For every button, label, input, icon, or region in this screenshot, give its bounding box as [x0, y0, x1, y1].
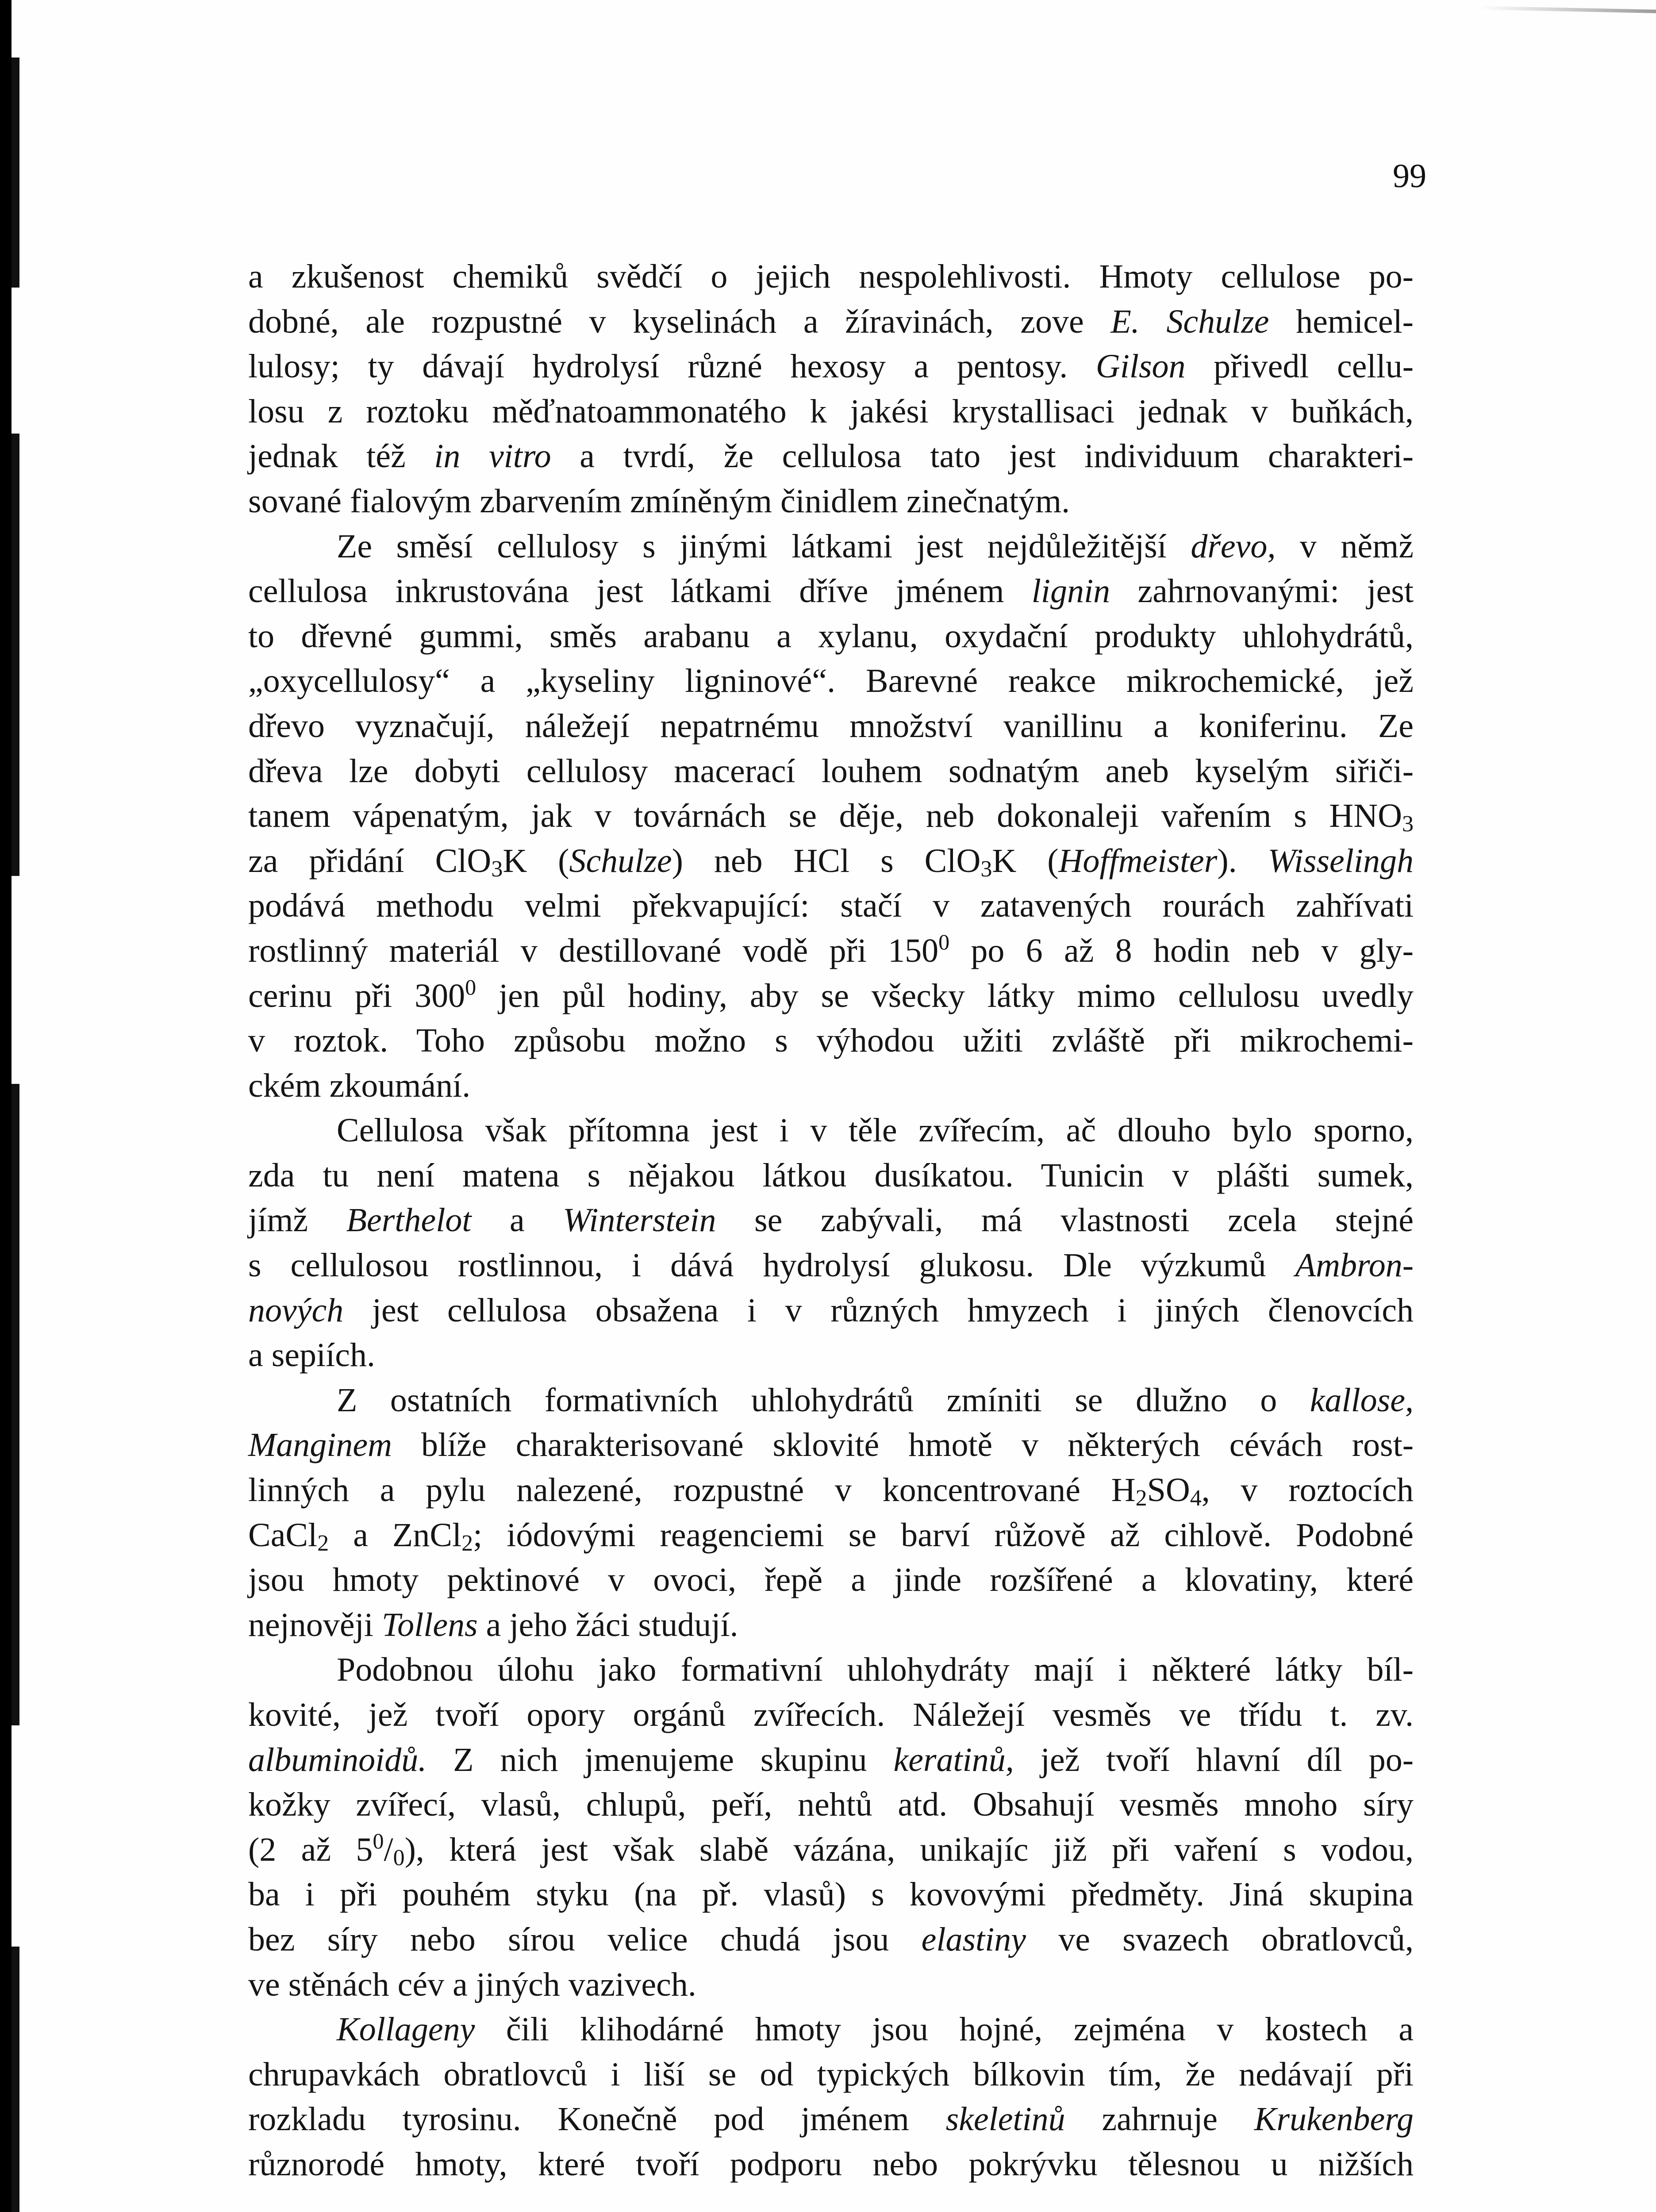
text-line: ckém zkoumání. [248, 1067, 471, 1104]
text-line: nejnověji Tollens a jeho žáci studují. [248, 1606, 738, 1644]
scan-edge [1480, 6, 1656, 14]
text-line: rostlinný materiál v destillované vodě při $150^0$ po 6 až 8 hodin neb v gly- [248, 929, 1414, 969]
text-line: a sepiích. [248, 1336, 376, 1374]
text-line: dobné, ale rozpustné v kyselinách a žíravinách, zove E. Schulze hemicel- [248, 303, 1414, 340]
text-line: zda tu není matena s nějakou látkou dusíkatou. Tunicin v plášti sumek, [248, 1156, 1414, 1194]
text-line: podává methodu velmi překvapující: stačí v zatavených rourách zahřívati [248, 887, 1414, 925]
text-line: v roztok. Toho způsobu možno s výhodou užiti zvláště při mikrochemi- [248, 1022, 1414, 1060]
text-line: nových jest cellulosa obsažena i v různých hmyzech i jiných členovcích [248, 1291, 1414, 1329]
text-line: ve stěnách cév a jiných vazivech. [248, 1966, 696, 2003]
text-line: sované fialovým zbarvením zmíněným činidlem zinečnatým. [248, 482, 1070, 520]
text-line: kovité, jež tvoří opory orgánů zvířecích. Náležejí vesměs ve třídu t. zv. [248, 1696, 1414, 1733]
text-line: lulosy; ty dávají hydrolysí různé hexosy a pentosy. Gilson přivedl cellu- [248, 348, 1414, 385]
text-line: CaCl$_2$ a ZnCl$_2$; iódovými reagenciemi se barví růžově až cihlově. Podobné [248, 1516, 1414, 1556]
text-line: cerinu při $300^0$ jen půl hodiny, aby se všecky látky mimo cellulosu uvedly [248, 974, 1414, 1014]
text-line: to dřevné gummi, směs arabanu a xylanu, oxydační produkty uhlohydrátů, [248, 617, 1414, 655]
text-line: chrupavkách obratlovců i liší se od typických bílkovin tím, že nedávají při [248, 2055, 1414, 2093]
text-line: jímž Berthelot a Winterstein se zabývali, má vlastnosti zcela stejné [248, 1202, 1414, 1239]
text-line: Ze směsí cellulosy s jinými látkami jest nejdůležitější dřevo, v němž [337, 527, 1414, 565]
text-line: dřevo vyznačují, náležejí nepatrnému množství vanillinu a koniferinu. Ze [248, 707, 1414, 745]
text-line: (2 až $5^0/_0$), která jest však slabě vázána, unikajíc již při vaření s vodou, [248, 1828, 1414, 1870]
text-line: Cellulosa však přítomna jest i v těle zvířecím, ač dlouho bylo sporno, [337, 1112, 1414, 1149]
binding-mark [12, 434, 19, 876]
text-line: jsou hmoty pektinové v ovoci, řepě a jinde rozšířené a klovatiny, které [248, 1561, 1414, 1599]
text-line: cellulosa inkrustována jest látkami dříve jménem lignin zahrnovanými: jest [248, 572, 1414, 610]
text-line: albuminoidů. Z nich jmenujeme skupinu keratinů, jež tvoří hlavní díl po- [248, 1741, 1414, 1778]
text-line: ba i při pouhém styku (na př. vlasů) s kovovými předměty. Jiná skupina [248, 1876, 1414, 1913]
page-number: 99 [1393, 157, 1426, 195]
text-line: Manginem blíže charakterisované sklovité hmotě v některých cévách rost- [248, 1426, 1414, 1464]
text-line: Podobnou úlohu jako formativní uhlohydráty mají i některé látky bíl- [337, 1651, 1414, 1689]
text-line: losu z roztoku měďnatoammonatého k jakési krystallisaci jednak v buňkách, [248, 392, 1414, 430]
text-line: rozkladu tyrosinu. Konečně pod jménem skeletinů zahrnuje Krukenberg [248, 2101, 1414, 2138]
book-page [12, 0, 1656, 2212]
binding-mark [12, 58, 19, 288]
text-line: jednak též in vitro a tvrdí, že cellulosa tato jest individuum charakteri- [248, 438, 1414, 475]
text-line: „oxycellulosy“ a „kyseliny ligninové“. Barevné reakce mikrochemické, jež [248, 662, 1414, 700]
binding-mark [12, 1947, 19, 2212]
text-line: Z ostatních formativních uhlohydrátů zmíniti se dlužno o kallose, [337, 1381, 1414, 1419]
text-line: různorodé hmoty, které tvoří podporu nebo pokrývku tělesnou u nižších [248, 2145, 1414, 2183]
text-line: kožky zvířecí, vlasů, chlupů, peří, nehtů atd. Obsahují vesměs mnoho síry [248, 1786, 1414, 1824]
text-line: s cellulosou rostlinnou, i dává hydrolysí glukosu. Dle výzkumů Ambron- [248, 1247, 1414, 1284]
text-line: linných a pylu nalezené, rozpustné v koncentrované $H_2SO_4$, v roztocích [248, 1471, 1414, 1511]
text-line: a zkušenost chemiků svědčí o jejich nespolehlivosti. Hmoty cellulose po- [248, 258, 1414, 295]
text-line: tanem vápenatým, jak v továrnách se děje, neb dokonaleji vařením s $HNO_3$ [248, 797, 1414, 837]
text-line: za přidání ClO$_3$K (Schulze) neb HCl s ClO$_3$K (Hoffmeister). Wisselingh [248, 842, 1414, 882]
text-line: Kollageny čili klihodárné hmoty jsou hojné, zejména v kostech a [337, 2011, 1414, 2048]
text-line: dřeva lze dobyti cellulosy macerací louhem sodnatým aneb kyselým siřiči- [248, 752, 1414, 790]
text-line: bez síry nebo sírou velice chudá jsou elastiny ve svazech obratlovců, [248, 1920, 1414, 1958]
binding-mark [12, 1084, 19, 1725]
body-text [248, 254, 1414, 2187]
